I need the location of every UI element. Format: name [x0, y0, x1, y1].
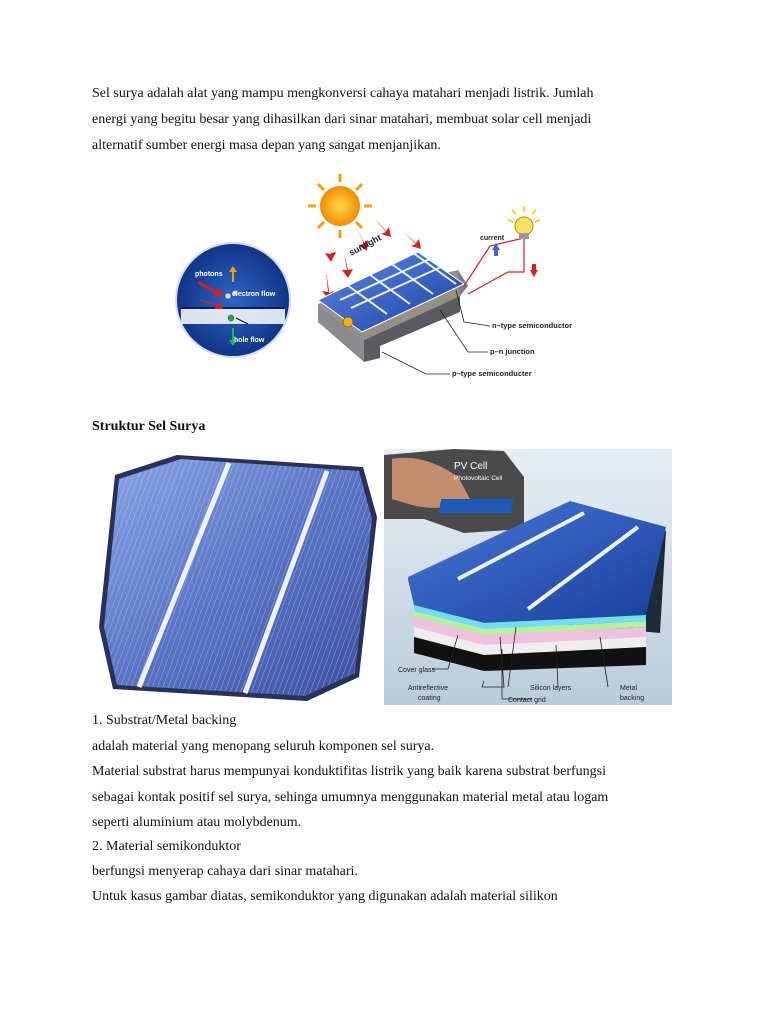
- hole-flow-label: hole flow: [234, 337, 265, 344]
- intro-line-2: energi yang begitu besar yang dihasilkan dari sinar matahari, membuat solar cell menjadi: [92, 112, 592, 127]
- photons-label: photons: [195, 271, 223, 278]
- contact-grid-label: Contact grid: [508, 697, 546, 704]
- n-type-label: n–type semiconductor: [492, 321, 573, 330]
- body-line-2: adalah material yang menopang seluruh komponen sel surya.: [92, 739, 435, 754]
- body-line-5: seperti aluminium atau molybdenum.: [92, 815, 302, 830]
- pv-cell-label: PV Cell: [454, 461, 488, 472]
- body-line-4: sebagai kontak positif sel surya, sehinga umumnya menggunakan material metal atau logam: [92, 790, 609, 805]
- light-bulb-icon: [508, 206, 540, 239]
- circuit-wires: [464, 238, 524, 294]
- electron-flow-label: electron flow: [232, 291, 276, 298]
- pv-cell-cross-section-svg: [384, 449, 672, 705]
- pv-cell-cross-section: [384, 449, 672, 705]
- silicon-layers-label: Silicon layers: [530, 685, 572, 692]
- current-label: current: [480, 235, 505, 242]
- solar-cell-photo: [95, 449, 381, 705]
- p-type-label: p–type semiconducter: [452, 369, 532, 378]
- body-line-1: 1. Substrat/Metal backing: [92, 713, 237, 728]
- backing-label: backing: [620, 695, 645, 702]
- sun-icon: [308, 174, 372, 238]
- solar-cell-diagram-svg: [168, 172, 594, 384]
- coating-label: coating: [418, 695, 441, 702]
- solar-cell-photo-svg: [95, 449, 381, 705]
- solar-cell-diagram: [168, 172, 594, 384]
- metal-label: Metal: [620, 685, 638, 692]
- section-title: Struktur Sel Surya: [92, 419, 206, 434]
- body-line-6: 2. Material semikonduktor: [92, 839, 241, 854]
- intro-line-1: Sel surya adalah alat yang mampu mengkonversi cahaya matahari menjadi listrik. Jumlah: [92, 86, 594, 101]
- intro-line-3: alternatif sumber energi masa depan yang sangat menjanjikan.: [92, 138, 441, 153]
- body-line-7: berfungsi menyerap cahaya dari sinar matahari.: [92, 864, 358, 879]
- body-line-8: Untuk kasus gambar diatas, semikonduktor yang digunakan adalah material silikon: [92, 889, 558, 904]
- sunlight-label: sunlight: [347, 232, 383, 258]
- electron-flow-inset: [176, 243, 290, 357]
- cover-glass-label: Cover glass: [398, 667, 435, 674]
- photovoltaic-cell-label: Photovoltaic Cell: [454, 475, 503, 482]
- pn-junction-label: p–n junction: [490, 347, 535, 356]
- antireflective-label: Antireflective: [408, 685, 449, 692]
- body-line-3: Material substrat harus mempunyai konduktifitas listrik yang baik karena substrat berfungsi: [92, 764, 606, 779]
